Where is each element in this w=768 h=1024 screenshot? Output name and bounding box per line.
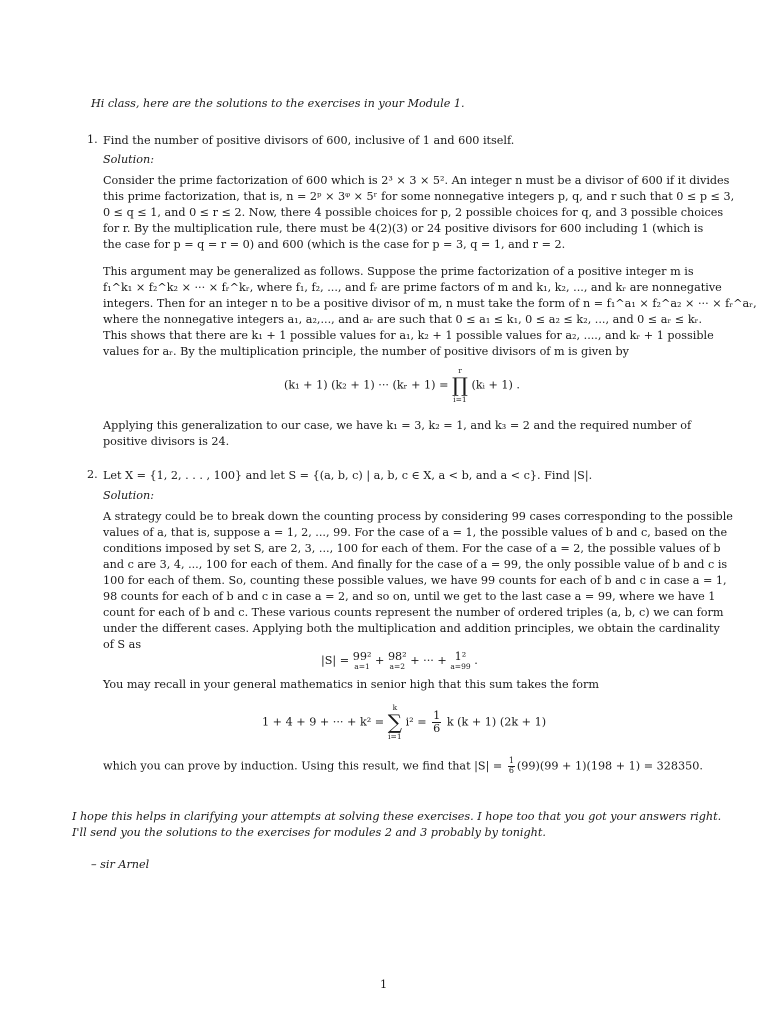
text-line: This shows that there are k₁ + 1 possible values for a₁, k₂ + 1 possible values for a₂, ...., and kᵣ + 1 possible [103, 329, 714, 342]
term-a99: 1² a=99 [450, 650, 471, 671]
problem-2-paragraph-1 [103, 509, 733, 653]
text-line: this prime factorization, that is, n = 2ᵖ × 3ᵠ × 5ʳ for some nonnegative integers p, q, and r such that 0 ≤ p ≤ 3, [103, 190, 735, 203]
text-line: I'll send you the solutions to the exercises for modules 2 and 3 probably by tonight. [72, 826, 546, 839]
text-line: where the nonnegative integers a₁, a₂,..., and aᵣ are such that 0 ≤ a₁ ≤ k₁, 0 ≤ a₂ ≤ k₂, ..., and 0 ≤ aᵣ ≤ kᵣ. [103, 313, 703, 326]
problem-1-number: 1. [87, 133, 98, 146]
text-line: A strategy could be to break down the counting process by considering 99 cases corresponding to the possible [103, 510, 733, 523]
text-line: conditions imposed by set S, are 2, 3, ..., 100 for each of them. For the case of a = 2, the possible values of b [103, 542, 721, 555]
problem-1-paragraph-1 [103, 173, 734, 253]
signature: – sir Arnel [91, 858, 150, 871]
text-line: the case for p = q = r = 0) and 600 (which is the case for p = 3, q = 1, and r = 2. [103, 238, 566, 251]
text-line: 100 for each of them. So, counting these possible values, we have 99 counts for each of b and c in case a = 1, [103, 574, 727, 587]
equation-rhs: (kᵢ + 1) . [471, 378, 520, 392]
text-line: of S as [103, 638, 142, 651]
problem-1-statement: Find the number of positive divisors of 600, inclusive of 1 and 600 itself. [103, 134, 515, 147]
text-line: Consider the prime factorization of 600 which is 2³ × 3 × 5². An integer n must be a divisor of 600 if it divides [103, 174, 730, 187]
term-a1: 99² a=1 [352, 650, 372, 671]
sum-of-squares-equation: 1 + 4 + 9 + ··· + k² = k ∑ i=1 i² = $\frac{1}{6}$ k (k + 1) (2k + 1) [262, 703, 547, 741]
one-sixth-fraction: $\frac{1}{6}$ [433, 708, 441, 735]
text-line: 0 ≤ q ≤ 1, and 0 ≤ r ≤ 2. Now, there 4 possible choices for p, 2 possible choices for q, and 3 possible choices [103, 206, 724, 219]
inline-fraction: $\frac{1}{6}$ [508, 756, 514, 775]
problem-2-solution-label: Solution: [103, 489, 154, 502]
intro-text: Hi class, here are the solutions to the exercises in your Module 1. [91, 97, 465, 110]
text-line: values for aᵣ. By the multiplication principle, the number of positive divisors of m is given by [103, 345, 629, 358]
closing-note [72, 809, 721, 841]
text-line: positive divisors is 24. [103, 435, 230, 448]
text-line: 98 counts for each of b and c in case a = 2, and so on, until we get to the last case a = 99, where we have 1 [103, 590, 716, 603]
text-line: integers. Then for an integer n to be a positive divisor of m, n must take the form of n = f₁^a₁ × f₂^a₂ × ··· × fᵣ^aᵣ, [103, 297, 757, 310]
text-line: under the different cases. Applying both the multiplication and addition principles, we obtain the cardinality [103, 622, 720, 635]
text-line: for r. By the multiplication rule, there must be 4(2)(3) or 24 positive divisors for 600 including 1 (which is [103, 222, 704, 235]
cardinality-equation: |S| = 99² a=1 + 98² a=2 + ··· + 1² a=99 . [321, 650, 478, 671]
page-number: 1 [380, 978, 388, 991]
text-line: I hope this helps in clarifying your attempts at solving these exercises. I hope too that you got your answers right. [72, 810, 722, 823]
text-line: This argument may be generalized as follows. Suppose the prime factorization of a positive integer m is [103, 265, 694, 278]
summation-operator: k ∑ i=1 [387, 703, 403, 741]
problem-1-paragraph-3 [103, 418, 691, 450]
text-line: Applying this generalization to our case, we have k₁ = 3, k₂ = 1, and k₃ = 2 and the required number of [103, 419, 692, 432]
problem-1-paragraph-2 [103, 264, 757, 360]
problem-2-paragraph-2: You may recall in your general mathematics in senior high that this sum takes the form [103, 678, 599, 691]
term-a2: 98² a=2 [387, 650, 407, 671]
product-operator: r ∏ i=1 [452, 366, 468, 404]
problem-2-number: 2. [87, 468, 98, 481]
problem-2-statement: Let X = {1, 2, . . . , 100} and let S = {(a, b, c) | a, b, c ∈ X, a < b, and a < c}. Find |S|. [103, 469, 593, 482]
equation-lhs: (k₁ + 1) (k₂ + 1) ··· (kᵣ + 1) = [284, 378, 449, 392]
problem-1-solution-label: Solution: [103, 153, 154, 166]
text-line: and c are 3, 4, ..., 100 for each of them. And finally for the case of a = 99, the only possible value of b and c is [103, 558, 728, 571]
text-line: count for each of b and c. These various counts represent the number of ordered triples (a, b, c) we can form [103, 606, 724, 619]
problem-2-paragraph-3: which you can prove by induction. Using this result, we find that |S| = $\frac{1}{6}$ (99)(99 + 1)(198 + 1) = 328350. [103, 756, 703, 775]
text-line: f₁^k₁ × f₂^k₂ × ··· × fᵣ^kᵣ, where f₁, f₂, ..., and fᵣ are prime factors of m and k₁, k₂, ..., and kᵣ are nonnegative [103, 281, 722, 294]
text-line: values of a, that is, suppose a = 1, 2, ..., 99. For the case of a = 1, the possible values of b and c, based on the [103, 526, 728, 539]
product-equation [284, 367, 520, 404]
